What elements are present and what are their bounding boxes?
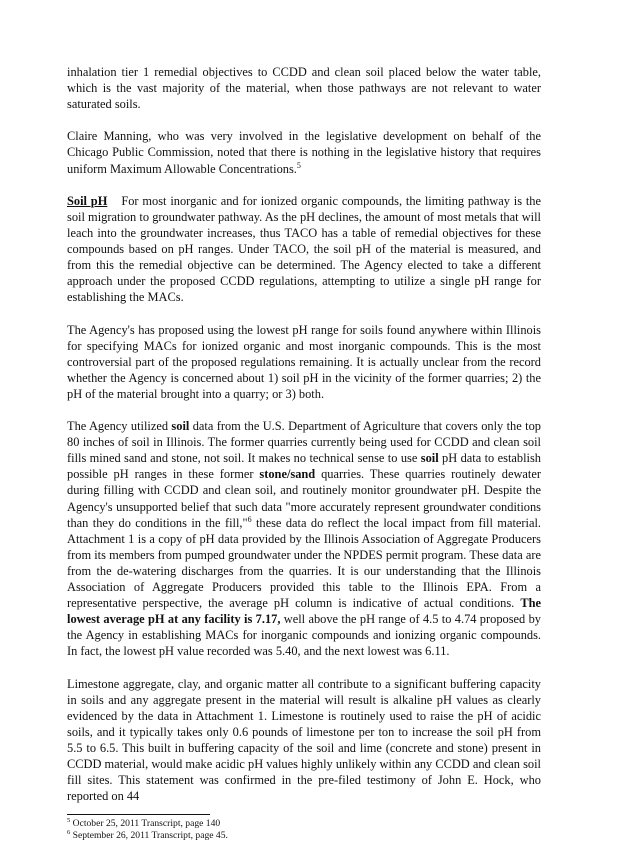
bold-text: stone/sand — [259, 467, 316, 482]
footnote-number: 6 — [67, 829, 71, 837]
paragraph-text: Claire Manning, who was very involved in the legislative development on behalf of the Chicago Public Commission, noted that there is nothing in the legislative history that requires uniform Maximum Allowable Concentrations. — [67, 129, 541, 176]
paragraph-text: inhalation tier 1 remedial objectives to CCDD and clean soil placed below the water table, which is the vast majority of the material, when those pathways are not relevant to water saturated soils. — [67, 65, 541, 112]
footnote — [67, 830, 541, 842]
paragraph-inhalation — [67, 64, 541, 112]
paragraph-agency-soil-data — [67, 418, 541, 659]
bold-text: The lowest average pH at any facility is 7.17, — [67, 596, 541, 627]
footnote-text: October 25, 2011 Transcript, page 140 — [72, 818, 221, 830]
paragraph-text: The Agency utilized — [67, 419, 172, 434]
section-heading: Soil pH — [67, 193, 108, 208]
paragraph-text: data from the U.S. Department of Agriculture that covers only the top 80 inches of soil in Illinois. The former quarries currently being used for CCDD and clean soil fills mined sand and stone, not soil. It makes no technical sense to use — [67, 419, 541, 466]
footnote-divider — [67, 814, 210, 815]
paragraph-text: pH data to establish possible pH ranges in these former — [67, 451, 542, 482]
bold-text: soil — [171, 419, 190, 434]
paragraph-text: Limestone aggregate, clay, and organic matter all contribute to a significant buffering capacity in soils and any aggregate present in the material will result is alkaline pH values as clearly evidenced by the data in Attachment 1. Limestone is routinely used to raise the pH of acidic soils, and it typically takes only 0.6 pounds of limestone per ton to increase the soil pH from 5.5 to 6.5. This built in buffering capacity of the soil and lime (concrete and stone) present in CCDD material, would make acidic pH values highly unlikely within any CCDD and clean soil fill sites. This statement was confirmed in the pre-filed testimony of John E. Hock, who reported on 44 — [67, 676, 541, 804]
footnote-ref: 6 — [247, 514, 252, 524]
paragraph-limestone — [67, 676, 541, 805]
paragraph-text: these data do reflect the local impact from fill material. Attachment 1 is a copy of pH data provided by the Illinois Association of Aggregate Producers from its members from pumped groundwater under the NPDES permit program. These data are from the de-watering discharges from the quarries. It is our understanding that the Illinois Association of Aggregate Producers provided this table to the Illinois EPA. From a representative perspective, the average pH column is indicative of actual conditions. — [67, 515, 541, 611]
paragraph-soil-ph — [67, 193, 541, 306]
paragraph-agency-proposal — [67, 322, 541, 402]
document-page — [67, 64, 541, 804]
footnote-text: September 26, 2011 Transcript, page 45. — [72, 830, 228, 842]
footnotes — [67, 818, 541, 842]
footnote — [67, 818, 541, 830]
paragraph-claire-manning — [67, 128, 541, 176]
bold-text: soil — [420, 451, 439, 466]
footnote-number: 5 — [67, 817, 71, 825]
footnote-ref: 5 — [296, 160, 301, 170]
paragraph-text: The Agency's has proposed using the lowest pH range for soils found anywhere within Illinois for specifying MACs for ionized organic and most inorganic compounds. This is the most controversial part of the proposed regulations remaining. It is actually unclear from the record whether the Agency is concerned about 1) soil pH in the vicinity of the former quarries; 2) the pH of the material brought into a quarry; or 3) both. — [67, 322, 541, 401]
paragraph-text: For most inorganic and for ionized organic compounds, the limiting pathway is the soil migration to groundwater pathway. As the pH declines, the amount of most metals that will leach into the groundwater increases, thus TACO has a table of remedial objectives for these compounds based on pH ranges. Under TACO, the soil pH of the material is measured, and from this the remedial objective can be determined. The Agency elected to take a different approach under the proposed CCDD regulations, attempting to utilize a single pH range for establishing the MACs. — [67, 193, 541, 305]
paragraph-text: quarries. These quarries routinely dewater during filling with CCDD and clean soil, and routinely monitor groundwater pH. Despite the Agency's unsupported belief that such data "more accurately represent groundwater conditions than they do conditions in the fill," — [67, 467, 541, 530]
paragraph-text: well above the pH range of 4.5 to 4.74 proposed by the Agency in establishing MACs for inorganic compounds and ionizing organic compounds. In fact, the lowest pH value recorded was 5.40, and the next lowest was 6.11. — [67, 612, 541, 659]
